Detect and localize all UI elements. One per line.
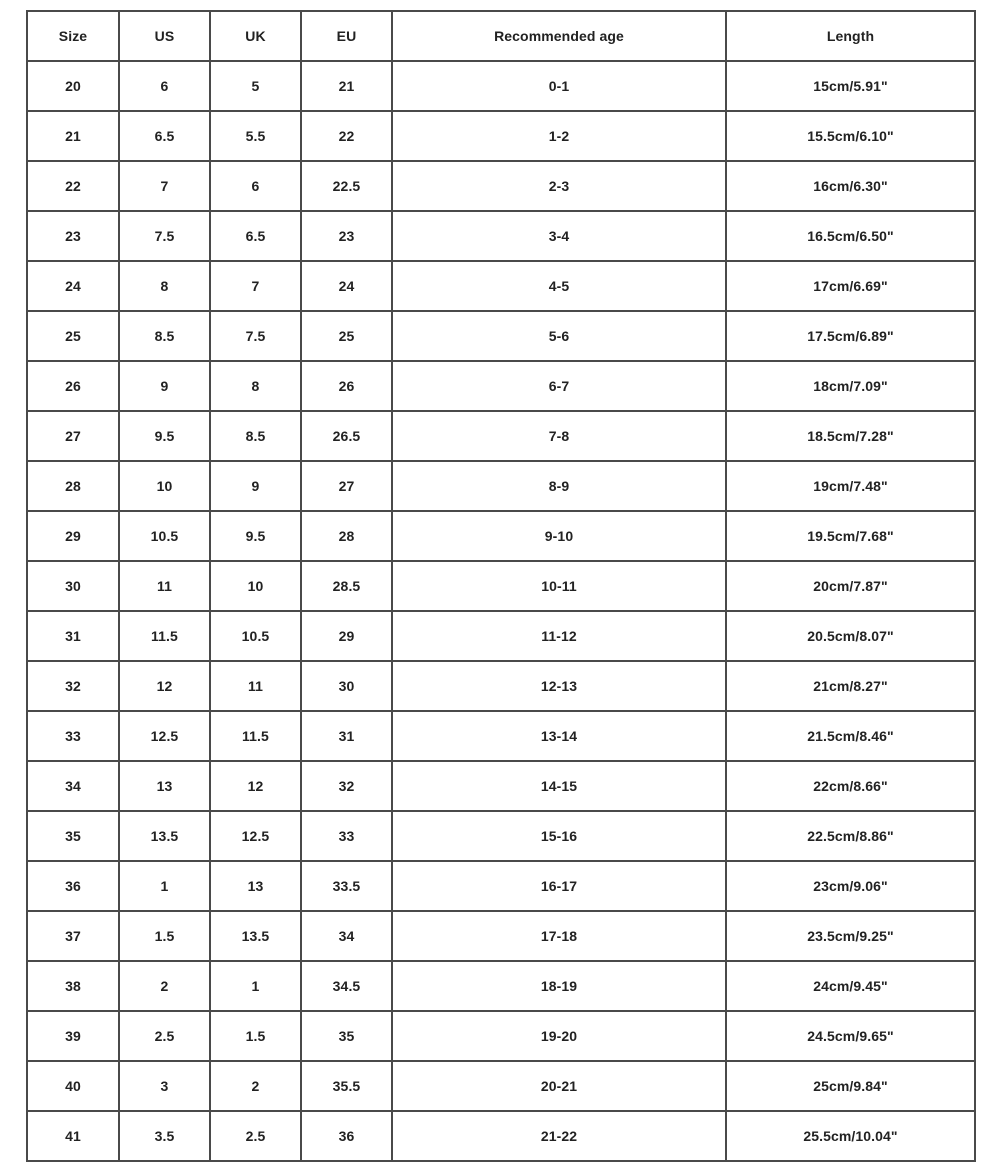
length-cell: 21cm/8.27" (726, 661, 975, 711)
size-cell: 40 (27, 1061, 119, 1111)
size-cell: 34 (27, 761, 119, 811)
column-header-eu: EU (301, 11, 392, 61)
table-row (27, 261, 975, 311)
size-cell: 39 (27, 1011, 119, 1061)
size-cell: 26 (27, 361, 119, 411)
length-cell: 16.5cm/6.50" (726, 211, 975, 261)
us-size-cell: 1 (119, 861, 210, 911)
eu-size-cell: 35.5 (301, 1061, 392, 1111)
table-row (27, 561, 975, 611)
recommended-age-cell: 12-13 (392, 661, 726, 711)
recommended-age-cell: 1-2 (392, 111, 726, 161)
recommended-age-cell: 11-12 (392, 611, 726, 661)
size-cell: 37 (27, 911, 119, 961)
table-row (27, 811, 975, 861)
length-cell: 17cm/6.69" (726, 261, 975, 311)
length-cell: 23cm/9.06" (726, 861, 975, 911)
eu-size-cell: 36 (301, 1111, 392, 1161)
uk-size-cell: 11.5 (210, 711, 301, 761)
us-size-cell: 10 (119, 461, 210, 511)
uk-size-cell: 8.5 (210, 411, 301, 461)
recommended-age-cell: 21-22 (392, 1111, 726, 1161)
uk-size-cell: 6 (210, 161, 301, 211)
us-size-cell: 13 (119, 761, 210, 811)
size-cell: 35 (27, 811, 119, 861)
table-row (27, 961, 975, 1011)
size-cell: 31 (27, 611, 119, 661)
column-header-uk: UK (210, 11, 301, 61)
recommended-age-cell: 4-5 (392, 261, 726, 311)
table-row (27, 661, 975, 711)
uk-size-cell: 10 (210, 561, 301, 611)
table-row (27, 1011, 975, 1061)
us-size-cell: 12 (119, 661, 210, 711)
uk-size-cell: 2 (210, 1061, 301, 1111)
uk-size-cell: 7 (210, 261, 301, 311)
table-row (27, 761, 975, 811)
us-size-cell: 3 (119, 1061, 210, 1111)
recommended-age-cell: 8-9 (392, 461, 726, 511)
uk-size-cell: 9.5 (210, 511, 301, 561)
column-header-us: US (119, 11, 210, 61)
table-row (27, 311, 975, 361)
us-size-cell: 8.5 (119, 311, 210, 361)
us-size-cell: 12.5 (119, 711, 210, 761)
length-cell: 15cm/5.91" (726, 61, 975, 111)
us-size-cell: 11.5 (119, 611, 210, 661)
recommended-age-cell: 18-19 (392, 961, 726, 1011)
table-row (27, 911, 975, 961)
size-cell: 30 (27, 561, 119, 611)
table-row (27, 111, 975, 161)
eu-size-cell: 25 (301, 311, 392, 361)
recommended-age-cell: 10-11 (392, 561, 726, 611)
recommended-age-cell: 6-7 (392, 361, 726, 411)
recommended-age-cell: 13-14 (392, 711, 726, 761)
table-row (27, 1061, 975, 1111)
table-row (27, 361, 975, 411)
us-size-cell: 2.5 (119, 1011, 210, 1061)
size-cell: 23 (27, 211, 119, 261)
size-cell: 28 (27, 461, 119, 511)
eu-size-cell: 24 (301, 261, 392, 311)
table-row (27, 461, 975, 511)
recommended-age-cell: 14-15 (392, 761, 726, 811)
length-cell: 18.5cm/7.28" (726, 411, 975, 461)
us-size-cell: 10.5 (119, 511, 210, 561)
us-size-cell: 7.5 (119, 211, 210, 261)
table-row (27, 161, 975, 211)
recommended-age-cell: 3-4 (392, 211, 726, 261)
column-header-length: Length (726, 11, 975, 61)
length-cell: 19cm/7.48" (726, 461, 975, 511)
eu-size-cell: 32 (301, 761, 392, 811)
uk-size-cell: 6.5 (210, 211, 301, 261)
uk-size-cell: 5 (210, 61, 301, 111)
us-size-cell: 9 (119, 361, 210, 411)
uk-size-cell: 10.5 (210, 611, 301, 661)
eu-size-cell: 23 (301, 211, 392, 261)
uk-size-cell: 8 (210, 361, 301, 411)
table-row (27, 1111, 975, 1161)
eu-size-cell: 22 (301, 111, 392, 161)
size-cell: 41 (27, 1111, 119, 1161)
eu-size-cell: 28.5 (301, 561, 392, 611)
recommended-age-cell: 15-16 (392, 811, 726, 861)
eu-size-cell: 21 (301, 61, 392, 111)
length-cell: 22cm/8.66" (726, 761, 975, 811)
us-size-cell: 11 (119, 561, 210, 611)
size-cell: 32 (27, 661, 119, 711)
size-cell: 22 (27, 161, 119, 211)
eu-size-cell: 28 (301, 511, 392, 561)
size-cell: 33 (27, 711, 119, 761)
table-row (27, 211, 975, 261)
uk-size-cell: 1.5 (210, 1011, 301, 1061)
length-cell: 21.5cm/8.46" (726, 711, 975, 761)
us-size-cell: 8 (119, 261, 210, 311)
size-chart-table (26, 10, 976, 1162)
length-cell: 22.5cm/8.86" (726, 811, 975, 861)
table-row (27, 611, 975, 661)
eu-size-cell: 31 (301, 711, 392, 761)
length-cell: 15.5cm/6.10" (726, 111, 975, 161)
length-cell: 19.5cm/7.68" (726, 511, 975, 561)
table-header (27, 11, 975, 61)
recommended-age-cell: 0-1 (392, 61, 726, 111)
size-cell: 27 (27, 411, 119, 461)
recommended-age-cell: 9-10 (392, 511, 726, 561)
eu-size-cell: 30 (301, 661, 392, 711)
recommended-age-cell: 20-21 (392, 1061, 726, 1111)
length-cell: 20.5cm/8.07" (726, 611, 975, 661)
eu-size-cell: 34.5 (301, 961, 392, 1011)
length-cell: 24cm/9.45" (726, 961, 975, 1011)
length-cell: 25.5cm/10.04" (726, 1111, 975, 1161)
size-cell: 36 (27, 861, 119, 911)
size-cell: 24 (27, 261, 119, 311)
length-cell: 23.5cm/9.25" (726, 911, 975, 961)
table-row (27, 61, 975, 111)
eu-size-cell: 33 (301, 811, 392, 861)
recommended-age-cell: 17-18 (392, 911, 726, 961)
table-row (27, 411, 975, 461)
recommended-age-cell: 5-6 (392, 311, 726, 361)
eu-size-cell: 35 (301, 1011, 392, 1061)
eu-size-cell: 29 (301, 611, 392, 661)
length-cell: 25cm/9.84" (726, 1061, 975, 1111)
recommended-age-cell: 7-8 (392, 411, 726, 461)
us-size-cell: 3.5 (119, 1111, 210, 1161)
uk-size-cell: 7.5 (210, 311, 301, 361)
size-cell: 38 (27, 961, 119, 1011)
eu-size-cell: 34 (301, 911, 392, 961)
eu-size-cell: 22.5 (301, 161, 392, 211)
table-row (27, 861, 975, 911)
uk-size-cell: 12.5 (210, 811, 301, 861)
uk-size-cell: 11 (210, 661, 301, 711)
eu-size-cell: 33.5 (301, 861, 392, 911)
uk-size-cell: 1 (210, 961, 301, 1011)
uk-size-cell: 13.5 (210, 911, 301, 961)
us-size-cell: 7 (119, 161, 210, 211)
column-header-size: Size (27, 11, 119, 61)
recommended-age-cell: 19-20 (392, 1011, 726, 1061)
eu-size-cell: 26 (301, 361, 392, 411)
uk-size-cell: 5.5 (210, 111, 301, 161)
recommended-age-cell: 16-17 (392, 861, 726, 911)
length-cell: 24.5cm/9.65" (726, 1011, 975, 1061)
length-cell: 16cm/6.30" (726, 161, 975, 211)
length-cell: 18cm/7.09" (726, 361, 975, 411)
us-size-cell: 1.5 (119, 911, 210, 961)
size-cell: 21 (27, 111, 119, 161)
size-cell: 29 (27, 511, 119, 561)
table-row (27, 511, 975, 561)
header-row (27, 11, 975, 61)
us-size-cell: 2 (119, 961, 210, 1011)
length-cell: 17.5cm/6.89" (726, 311, 975, 361)
table-row (27, 711, 975, 761)
recommended-age-cell: 2-3 (392, 161, 726, 211)
eu-size-cell: 26.5 (301, 411, 392, 461)
uk-size-cell: 2.5 (210, 1111, 301, 1161)
us-size-cell: 13.5 (119, 811, 210, 861)
eu-size-cell: 27 (301, 461, 392, 511)
uk-size-cell: 13 (210, 861, 301, 911)
length-cell: 20cm/7.87" (726, 561, 975, 611)
us-size-cell: 6 (119, 61, 210, 111)
column-header-recommended-age: Recommended age (392, 11, 726, 61)
uk-size-cell: 12 (210, 761, 301, 811)
us-size-cell: 9.5 (119, 411, 210, 461)
table-body (27, 61, 975, 1161)
us-size-cell: 6.5 (119, 111, 210, 161)
uk-size-cell: 9 (210, 461, 301, 511)
size-cell: 20 (27, 61, 119, 111)
size-cell: 25 (27, 311, 119, 361)
